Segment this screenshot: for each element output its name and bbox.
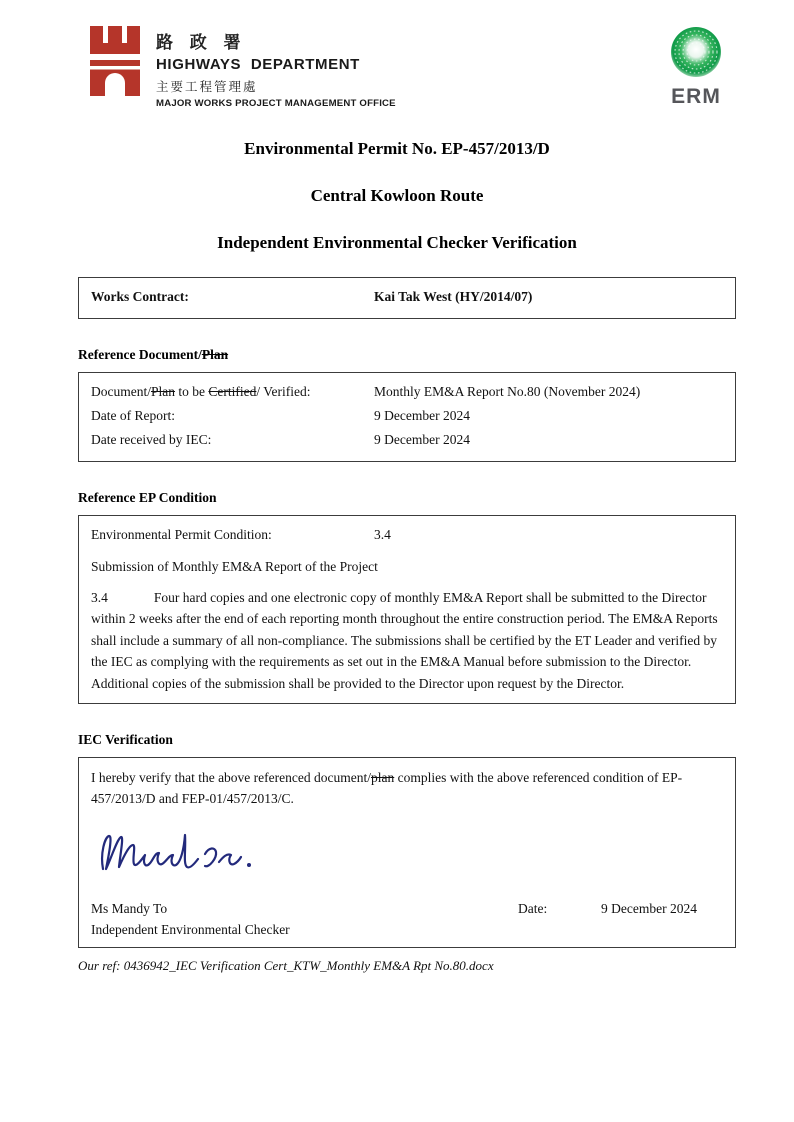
department-name-chinese: 路 政 署 — [156, 33, 247, 52]
verification-statement — [91, 767, 723, 809]
date-received-value: 9 December 2024 — [374, 432, 470, 447]
signer-date-row — [91, 901, 723, 917]
reference-ep-heading: Reference EP Condition — [78, 490, 217, 505]
works-contract-table — [78, 277, 736, 319]
label-struck-plan: Plan — [151, 384, 176, 399]
statement-part: complies with the above referenced condition of EP-457/2013/D and FEP-01/457/2013/C. — [91, 770, 683, 806]
highways-department-logo-icon — [88, 26, 142, 101]
clause-number: 3.4 — [91, 589, 108, 605]
table-row — [91, 380, 723, 404]
label-part: to be — [175, 384, 209, 399]
date-label: Date: — [518, 901, 548, 916]
office-name-english: MAJOR WORKS PROJECT MANAGEMENT OFFICE — [156, 98, 396, 109]
ep-condition-label: Environmental Permit Condition: — [91, 527, 272, 542]
label-part: Document/ — [91, 384, 151, 399]
table-row — [91, 404, 723, 428]
document-title-project: Central Kowloon Route — [310, 186, 484, 205]
our-ref-line: Our ref: 0436942_IEC Verification Cert_KTW_Monthly EM&A Rpt No.80.docx — [78, 958, 494, 973]
date-of-report-label: Date of Report: — [91, 408, 175, 423]
signer-name: Ms Mandy To — [91, 901, 168, 916]
label-part: / Verified: — [256, 384, 311, 399]
label-struck-certified: Certified — [208, 384, 257, 399]
reference-ep-table — [78, 515, 736, 704]
date-received-label: Date received by IEC: — [91, 432, 212, 447]
signature-image — [95, 823, 723, 885]
erm-wordmark: ERM — [671, 85, 721, 108]
document-to-be-verified-label — [91, 384, 374, 400]
department-name-english: HIGHWAYS DEPARTMENT — [156, 56, 360, 73]
document-to-be-verified-value: Monthly EM&A Report No.80 (November 2024) — [374, 384, 641, 399]
table-row — [91, 428, 723, 452]
works-contract-label: Works Contract: — [91, 289, 189, 304]
ep-condition-value: 3.4 — [374, 527, 391, 542]
date-of-report-value: 9 December 2024 — [374, 408, 470, 423]
reference-document-heading-prefix: Reference Document/ — [78, 347, 202, 362]
reference-document-heading-struck: Plan — [201, 347, 229, 362]
department-text-block — [156, 26, 396, 109]
document-body — [78, 277, 736, 948]
iec-verification-table — [78, 757, 736, 948]
ep-condition-summary: Submission of Monthly EM&A Report of the Project — [91, 559, 378, 574]
statement-struck-plan: plan — [371, 770, 395, 785]
document-title-verification: Independent Environmental Checker Verification — [217, 233, 577, 252]
clause-text: Four hard copies and one electronic copy of monthly EM&A Report shall be submitted to the Director within 2 weeks after the end of each reporting month throughout the entire construction period. The EM&A Reports shall include a summary of all non-compliance. The submissions shall be certified by the ET Leader and verified by the IEC as complying with the requirements as set out in the EM&A Manual before submission to the Director. Additional copies of the submission shall be provided to the Director upon request by the Director. — [91, 589, 718, 691]
erm-globe-icon — [670, 26, 722, 83]
date-value: 9 December 2024 — [601, 901, 697, 916]
reference-document-table — [78, 372, 736, 462]
statement-part: I hereby verify that the above referenced document/ — [91, 770, 371, 785]
highways-department-block — [88, 26, 396, 109]
ep-condition-clause — [91, 587, 723, 695]
iec-verification-heading: IEC Verification — [78, 732, 173, 747]
works-contract-value: Kai Tak West (HY/2014/07) — [374, 289, 533, 304]
document-title-permit-no: Environmental Permit No. EP-457/2013/D — [244, 139, 550, 158]
signer-title: Independent Environmental Checker — [91, 922, 290, 937]
erm-logo-block — [670, 26, 736, 109]
works-contract-row — [91, 285, 723, 309]
page-header — [0, 0, 794, 109]
table-row — [91, 523, 723, 547]
reference-document-heading — [78, 347, 736, 363]
office-name-chinese: 主要工程管理處 — [156, 80, 258, 94]
